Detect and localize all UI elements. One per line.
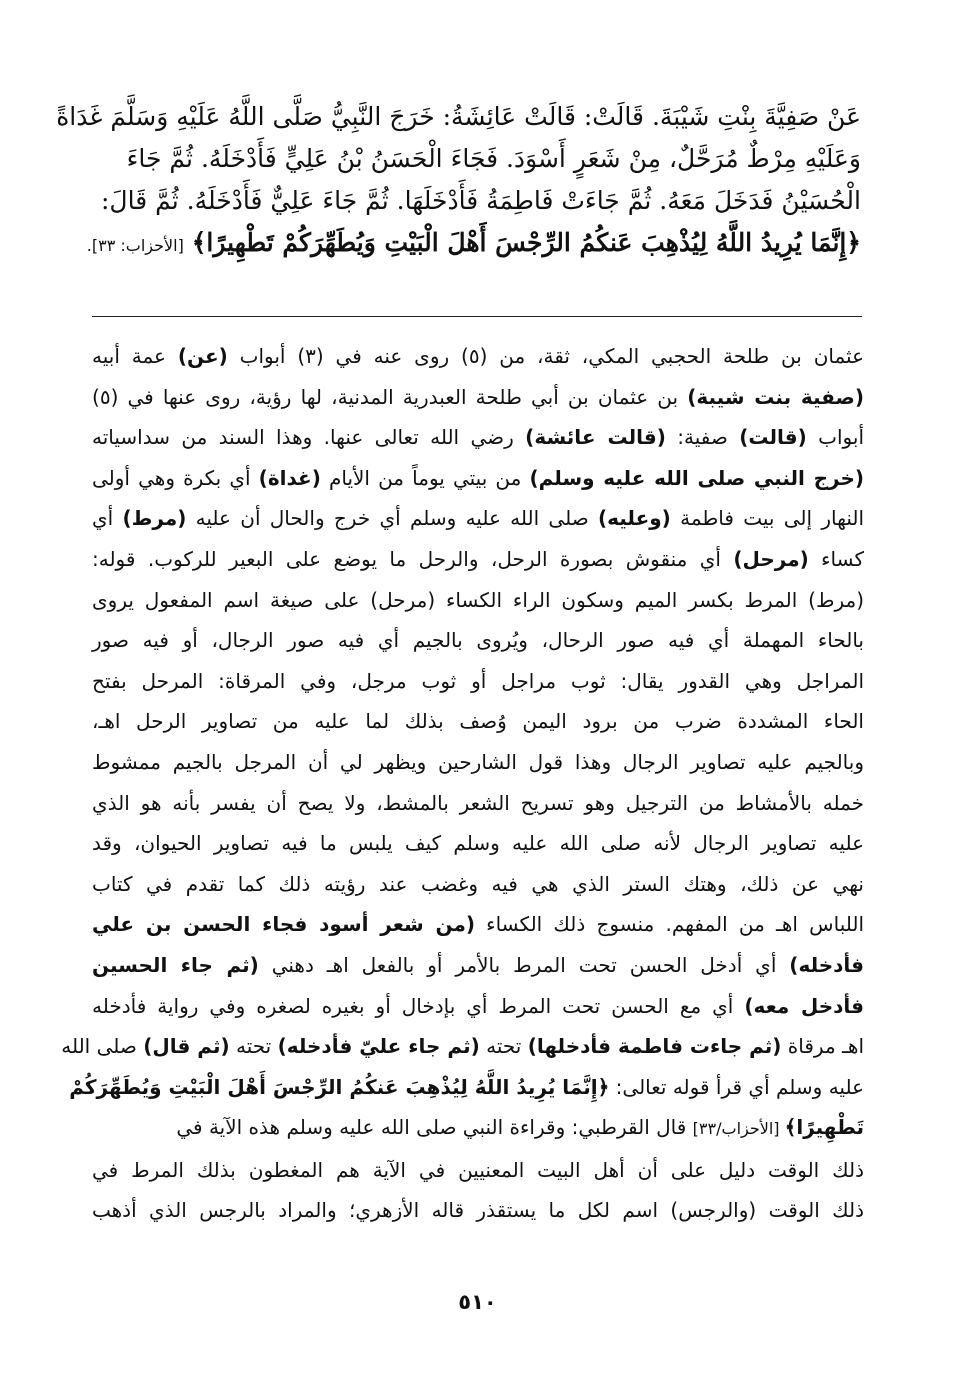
quran-verse: تَطْهِيرًا﴾	[784, 1115, 864, 1140]
text-run: عليه وسلم أي قرأ قوله تعالى:	[609, 1074, 864, 1099]
bold-term: (قالت)	[739, 425, 807, 450]
commentary-line	[92, 498, 864, 539]
text-run: النهار إلى بيت فاطمة	[670, 506, 864, 531]
commentary-line	[92, 377, 864, 418]
bold-term: (خرج النبي صلى الله عليه وسلم)	[529, 465, 864, 490]
footnote-divider	[92, 316, 862, 317]
hadith-line	[86, 222, 861, 267]
commentary-line: (مرط) المرط بكسر الميم وسكون الراء الكساء (مرحل) على صيغة اسم المفعول يروى	[92, 587, 864, 612]
commentary-line: المراجل وهي القدور يقال: ثوب مراجل أو ثوب مرجل، وفي المرقاة: المرحل بفتح	[92, 668, 864, 693]
text-run: من بيتي يوماً من الأيام	[320, 465, 530, 490]
bold-term: (ثم جاءت فاطمة فأدخلها)	[527, 1034, 782, 1059]
commentary-line: ذلك الوقت (والرجس) اسم لكل ما يستقذر قاله الأزهري؛ والمراد بالرجس الذي أذهب	[92, 1198, 864, 1223]
text-run: صلى الله عليه وسلم أي خرج والحال أن عليه	[186, 506, 598, 531]
text-run: اهـ مرقاة	[781, 1034, 864, 1059]
text-run: أبواب	[806, 425, 865, 450]
text-run: أي مع الحسن تحت المرط أي بإدخال أو بغيره لصغره وفي رواية فأدخله	[92, 993, 745, 1018]
text-run: قال القرطبي: وقراءة النبي صلى الله عليه وسلم هذه الآية في	[176, 1115, 693, 1140]
commentary-line: نهي عن ذلك، وهتك الستر الذي هي فيه وغضب عند رؤيته ذلك كما تقدم في كتاب	[92, 871, 864, 896]
bold-term: (مرط)	[122, 506, 187, 531]
hadith-line: عَنْ صَفِيَّةَ بِنْتِ شَيْبَةَ. قَالَتْ: قَالَتْ عَائِشَةُ: خَرَجَ النَّبِيُّ صَلَّى اللَّهُ عَلَيْهِ وَسَلَّمَ غَدَاةً	[56, 102, 861, 131]
bold-term: (غداة)	[258, 465, 321, 490]
bold-term: (قالت عائشة)	[525, 425, 666, 450]
commentary-line	[92, 986, 864, 1027]
commentary-line: خمله بالأمشاط من الترجيل وهو تسريح الشعر بالمشط، ولا يصح أن يفسر بأنه هو الذي	[92, 790, 864, 815]
bold-term: فأدخل معه)	[744, 993, 864, 1018]
hadith-line: الْحُسَيْنُ فَدَخَلَ مَعَهُ. ثُمَّ جَاءَتْ فَاطِمَةُ فَأَدْخَلَهَا. ثُمَّ جَاءَ عَلِيٌّ فَأَدْخَلَهُ. ثُمَّ قَالَ:	[101, 186, 861, 215]
bold-term: (مرحل)	[733, 546, 809, 571]
bold-term: (ثم قال)	[143, 1034, 230, 1059]
quran-verse: ﴿إِنَّمَا يُرِيدُ اللَّهُ لِيُذْهِبَ عَنكُمُ الرِّجْسَ أَهْلَ الْبَيْتِ وَيُطَهِّرَكُمْ تَطْهِيرًا﴾	[191, 228, 861, 257]
bold-term: فأدخله)	[789, 952, 865, 977]
text-run: أي منقوش بصورة الرحل، والرحل ما يوضع على البعير للركوب. قوله:	[92, 546, 734, 571]
text-run: أي	[92, 506, 123, 531]
text-run: صلى الله	[61, 1034, 144, 1059]
commentary-line: وبالجيم عليه تصاوير الرجال وهذا قول الشارحين ويظهر لي أن المرجل بالجيم ممشوط	[92, 749, 864, 774]
commentary-line	[92, 904, 864, 945]
hadith-text	[56, 96, 861, 267]
page-number: ٥١٠	[458, 1290, 497, 1314]
commentary-line	[92, 336, 864, 377]
text-run: اللباس اهـ من المفهم. منسوج ذلك الكساء	[474, 912, 864, 937]
text-run: عثمان بن طلحة الحجبي المكي، ثقة، من (٥) روى عنه في (٣) أبواب	[227, 344, 865, 368]
text-run: أي أدخل الحسن تحت المرط بالأمر أو بالفعل اهـ دهني	[258, 952, 790, 977]
commentary-line	[92, 945, 864, 986]
commentary-line: بالحاء المهملة أي فيه صور الرحال، ويُروى بالجيم أي فيه صور الرجال، أو فيه صور	[92, 628, 864, 653]
commentary-line	[61, 1026, 864, 1067]
text-run: بن عثمان بن أبي طلحة العبدرية المدنية، لها رؤية، روى عنها في (٥)	[92, 384, 688, 409]
bold-term: (ثم جاء عليّ فأدخله)	[277, 1034, 480, 1059]
bold-term: (وعليه)	[597, 506, 671, 531]
text-run: تحته	[229, 1034, 278, 1059]
bold-term: (من شعر أسود فجاء الحسن بن علي	[92, 912, 475, 937]
bold-term: (ثم جاء الحسين	[92, 952, 259, 977]
commentary-line: ذلك الوقت دليل على أن أهل البيت المعنيين في الآية هم المغطون بذلك المرط في	[92, 1157, 864, 1182]
bold-term: (عن)	[177, 344, 228, 368]
commentary-line	[92, 458, 864, 499]
commentary-line	[69, 1067, 864, 1108]
bold-term: (صفية بنت شيبة)	[687, 384, 864, 409]
commentary-text	[61, 336, 865, 1231]
hadith-line: وَعَلَيْهِ مِرْطٌ مُرَحَّلٌ، مِنْ شَعَرٍ أَسْوَدَ. فَجَاءَ الْحَسَنُ بْنُ عَلِيٍّ فَأَدْخَلَهُ. ثُمَّ جَاءَ	[126, 144, 861, 173]
text-run: كساء	[808, 546, 864, 571]
commentary-line	[92, 417, 864, 458]
verse-reference: [الأحزاب: ٣٣].	[86, 236, 184, 255]
quran-verse: ﴿إِنَّمَا يُرِيدُ اللَّهُ لِيُذْهِبَ عَنكُمُ الرِّجْسَ أَهْلَ الْبَيْتِ وَيُطَهِّرَكُمْ	[69, 1074, 610, 1099]
text-run: تحته	[479, 1034, 528, 1059]
commentary-line	[92, 1107, 864, 1150]
text-run: رضي الله تعالى عنها. وهذا السند من سداسياته	[92, 425, 526, 450]
text-run: عمة أبيه	[92, 344, 178, 368]
commentary-line: الحاء المشددة ضرب من برود اليمن وُصف بذلك لما عليه من تصاوير الرحل اهـ،	[92, 709, 864, 734]
verse-reference: [الأحزاب/٣٣]	[692, 1119, 785, 1139]
commentary-line: عليه تصاوير الرجال لأنه صلى الله عليه وسلم كيف يلبس ما فيه تصاوير الحيوان، وقد	[92, 831, 864, 856]
text-run: صفية:	[665, 425, 740, 450]
text-run: أي بكرة وهي أولى	[92, 465, 259, 490]
commentary-line	[92, 539, 864, 580]
